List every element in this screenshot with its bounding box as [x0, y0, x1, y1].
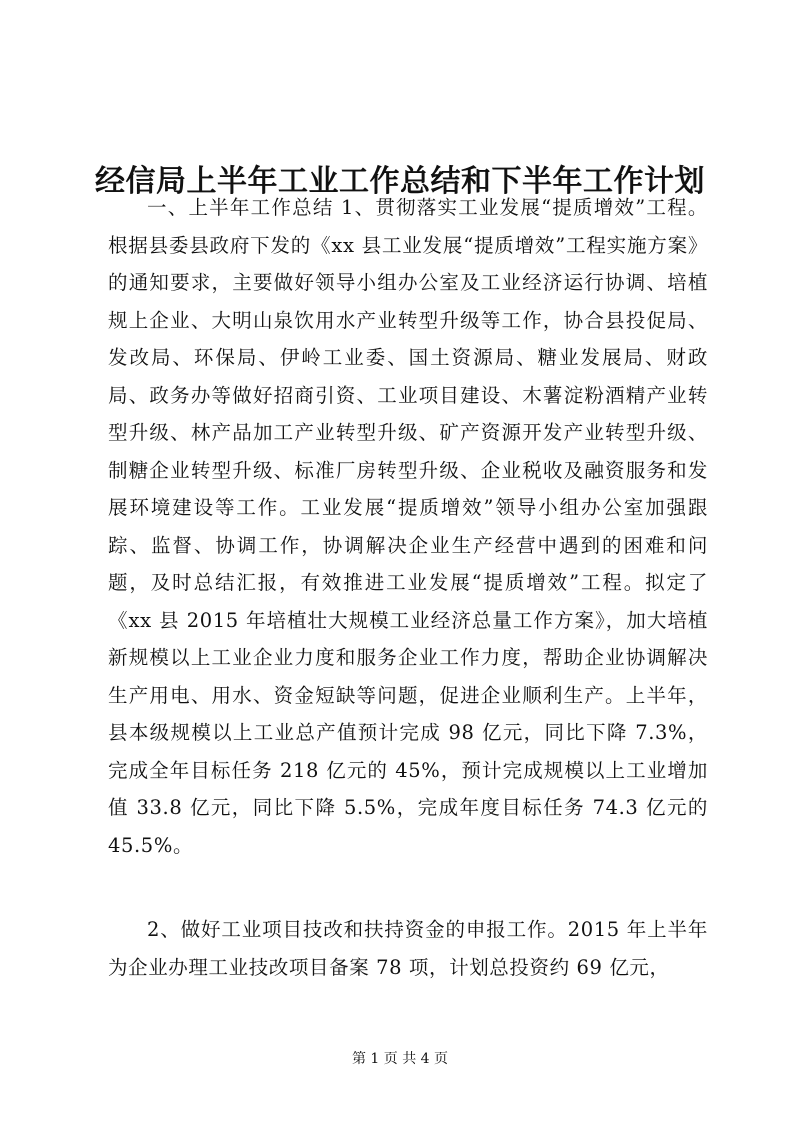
body-paragraph: 2、做好工业项目技改和扶持资金的申报工作。2015 年上半年为企业办理工业技改项目备案 78 项，计划总投资约 69 亿元， — [108, 918, 708, 979]
document-title: 经信局上半年工业工作总结和下半年工作计划 — [95, 164, 705, 200]
page-footer: 第 1 页 共 4 页 — [351, 1051, 449, 1067]
body-paragraph: 一、上半年工作总结 1、贯彻落实工业发展“提质增效”工程。根据县委县政府下发的《xx 县工业发展“提质增效”工程实施方案》的通知要求，主要做好领导小组办公室及工业经济运行协调、培植规上企业、大明山泉饮用水产业转型升级等工作，协合县投促局、发改局、环保局、伊岭工业委、国土资源局、糖业发展局、财政局、政务办等做好招商引资、工业项目建设、木薯淀粉酒精产业转型升级、林产品加工产业转型升级、矿产资源开发产业转型升级、制糖企业转型升级、标准厂房转型升级、企业税收及融资服务和发展环境建设等工作。工业发展“提质增效”领导小组办公室加强跟踪、监督、协调工作，协调解决企业生产经营中遇到的困难和问题，及时总结汇报，有效推进工业发展“提质增效”工程。拟定了《xx 县 2015 年培植壮大规模工业经济总量工作方案》，加大培植新规模以上工业企业力度和服务企业工作力度，帮助企业协调解决生产用电、用水、资金短缺等问题，促进企业顺利生产。上半年，县本级规模以上工业总产值预计完成 98 亿元，同比下降 7.3%，完成全年目标任务 218 亿元的 45%，预计完成规模以上工业增加值 33.8 亿元，同比下降 5.5%，完成年度目标任务 74.3 亿元的 45.5%。 — [108, 196, 708, 857]
